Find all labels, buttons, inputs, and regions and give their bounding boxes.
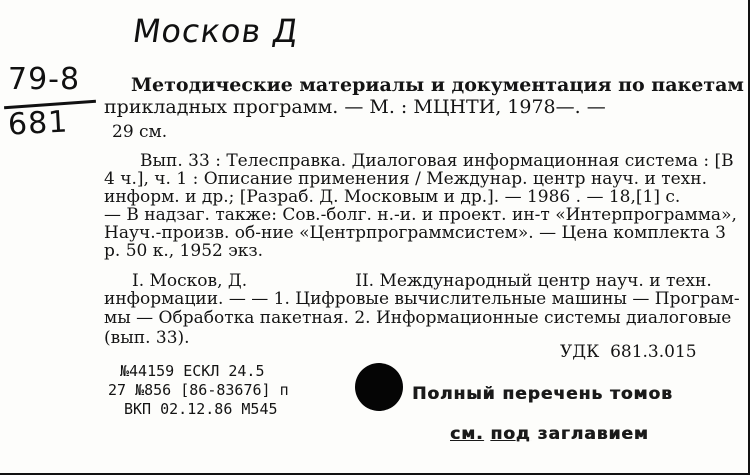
- title-line-2: прикладных программ. — М. : МЦНТИ, 1978—. —: [104, 96, 606, 118]
- stamp-word: под: [490, 424, 531, 444]
- title-line-1: Методические материалы и документация по пакетам: [131, 74, 744, 96]
- stamp-word: заглавием: [537, 424, 649, 444]
- imprint-line: ВКП 02.12.86 М545: [124, 400, 278, 418]
- tracing-line: I. Москов, Д. II. Международный центр науч. и техн.: [132, 271, 712, 291]
- issue-line: информ. и др.; [Разраб. Д. Московым и др.]. — 1986 . — 18,[1] с.: [104, 187, 681, 207]
- handwritten-author: Москов Д: [130, 12, 302, 50]
- tracing-line: мы — Обработка пакетная. 2. Информационные системы диалоговые: [104, 308, 732, 328]
- issue-line: Науч.-произв. об-ние «Центрпрограммсистем». — Цена комплекта 3: [104, 223, 726, 243]
- stamp-line-1: Полный перечень томов: [412, 384, 673, 404]
- punch-hole: [355, 363, 403, 411]
- handwritten-shelf-mark-top: 79-8: [8, 62, 81, 97]
- issue-line: Вып. 33 : Телесправка. Диалоговая информационная система : [В: [140, 151, 734, 171]
- handwritten-shelf-mark-bottom: 681: [7, 104, 70, 143]
- tracing-line: (вып. 33).: [104, 328, 190, 348]
- stamp-line-2: [450, 424, 649, 444]
- issue-line: — В надзаг. также: Сов.-болг. н.-и. и проект. ин-т «Интерпрограмма»,: [104, 205, 737, 225]
- issue-line: р. 50 к., 1952 экз.: [104, 241, 264, 261]
- title-line-3: 29 см.: [112, 122, 168, 142]
- imprint-line: 27 №856 [86-83676] п: [108, 381, 289, 399]
- issue-line: 4 ч.], ч. 1 : Описание применения / Междунар. центр науч. и техн.: [104, 169, 708, 189]
- udk-classification: УДК 681.3.015: [560, 342, 697, 362]
- imprint-line: №44159 ЕСКЛ 24.5: [120, 362, 265, 380]
- stamp-word: см.: [450, 424, 484, 444]
- tracing-line: информации. — — 1. Цифровые вычислительные машины — Програм-: [104, 289, 740, 309]
